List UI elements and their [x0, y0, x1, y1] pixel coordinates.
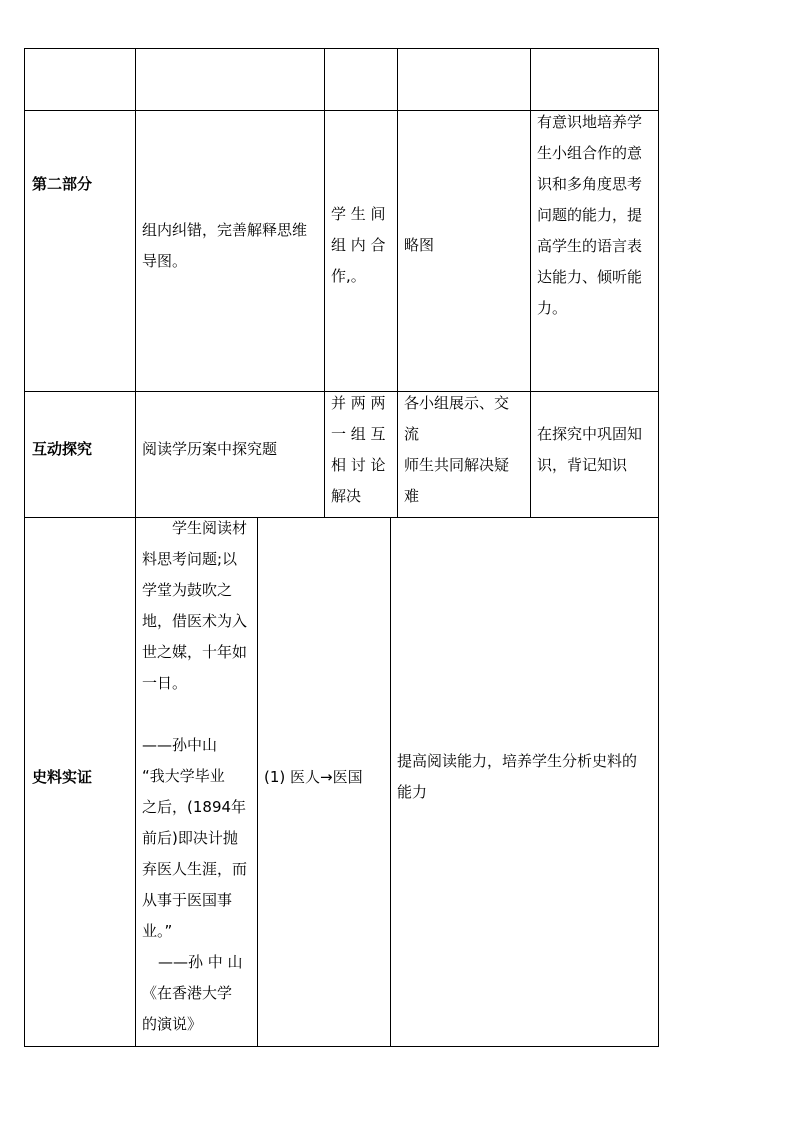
- material-line-14: 业。”: [142, 922, 173, 940]
- part2-intent-line-6: 达能力、倾听能: [537, 268, 643, 286]
- row-label-sources: 史料实证: [32, 768, 93, 786]
- col-divider-3-lower: [390, 517, 391, 1047]
- interactive-method-line-3: 师生共同解决疑: [404, 456, 510, 474]
- material-line-6: 一日。: [142, 674, 188, 692]
- sources-intent-line-1: 提高阅读能力，培养学生分析史料的: [397, 752, 638, 770]
- part2-activity: [331, 199, 391, 292]
- material-line-3: 学堂为鼓吹之: [142, 581, 233, 599]
- material-line-2: 料思考问题;以: [142, 550, 238, 568]
- part2-intent-line-3: 识和多角度思考: [537, 175, 643, 193]
- interactive-method-line-4: 难: [404, 487, 420, 505]
- interactive-method-line-2: 流: [404, 425, 420, 443]
- material-line-11: 前后)即决计抛: [142, 829, 238, 847]
- interactive-activity-line-4: 解决: [331, 487, 362, 505]
- part2-content: [142, 215, 322, 277]
- part2-intent-line-4: 问题的能力，提: [537, 206, 643, 224]
- part2-content-line-2: 导图。: [142, 252, 188, 270]
- interactive-method: [404, 388, 528, 512]
- sources-intent: [397, 746, 655, 808]
- table-border-bottom: [24, 1046, 659, 1047]
- material-line-9: “我大学毕业: [142, 767, 225, 785]
- part2-intent-line-7: 力。: [537, 299, 568, 317]
- interactive-content: 阅读学历案中探究题: [142, 440, 278, 458]
- row-divider-3: [24, 517, 659, 518]
- col-divider-3-upper: [397, 48, 398, 518]
- table-border-left: [24, 48, 25, 1047]
- part2-intent-line-5: 高学生的语言表: [537, 237, 643, 255]
- col-divider-1: [135, 48, 136, 1047]
- interactive-activity-line-1: 并 两 两: [331, 394, 386, 412]
- material-line-17: 的演说》: [142, 1015, 203, 1033]
- col-divider-2-upper: [324, 48, 325, 518]
- part2-content-line-1: 组内纠错，完善解释思维: [142, 221, 308, 239]
- col-divider-2-lower: [257, 517, 258, 1047]
- part2-activity-line-2: 组 内 合: [331, 236, 386, 254]
- material-line-15: ——孙 中 山: [158, 953, 243, 971]
- interactive-activity-line-2: 一 组 互: [331, 425, 386, 443]
- material-line-8: ——孙中山: [142, 736, 218, 754]
- material-line-5: 世之媒，十年如: [142, 643, 248, 661]
- material-line-16: 《在香港大学: [142, 984, 233, 1002]
- part2-activity-line-3: 作,。: [331, 267, 366, 285]
- part2-intent-line-2: 生小组合作的意: [537, 144, 643, 162]
- row-label-interactive: 互动探究: [32, 440, 93, 458]
- col-divider-4-upper: [530, 48, 531, 518]
- interactive-method-line-1: 各小组展示、交: [404, 394, 510, 412]
- material-line-10: 之后，(1894年: [142, 798, 247, 816]
- interactive-intent-line-1: 在探究中巩固知: [537, 425, 643, 443]
- material-line-7: [142, 699, 254, 730]
- interactive-intent: [537, 419, 655, 481]
- material-line-12: 弃医人生涯，而: [142, 860, 248, 878]
- sources-intent-line-2: 能力: [397, 783, 428, 801]
- material-line-13: 从事于医国事: [142, 891, 233, 909]
- interactive-intent-line-2: 识，背记知识: [537, 456, 628, 474]
- sources-material: [142, 513, 254, 1040]
- material-line-1: 学生阅读材: [172, 519, 248, 537]
- interactive-activity-line-3: 相 讨 论: [331, 456, 386, 474]
- part2-intent: [537, 107, 655, 324]
- part2-method: 略图: [404, 236, 435, 254]
- sources-point: (1) 医人→医国: [264, 768, 363, 786]
- table-border-right: [658, 48, 659, 1047]
- part2-activity-line-1: 学 生 间: [331, 205, 386, 223]
- part2-intent-line-1: 有意识地培养学: [537, 113, 643, 131]
- table-border-top: [24, 48, 659, 49]
- interactive-activity: [331, 388, 393, 512]
- material-line-4: 地，借医术为入: [142, 612, 248, 630]
- row-label-part2: 第二部分: [32, 175, 93, 193]
